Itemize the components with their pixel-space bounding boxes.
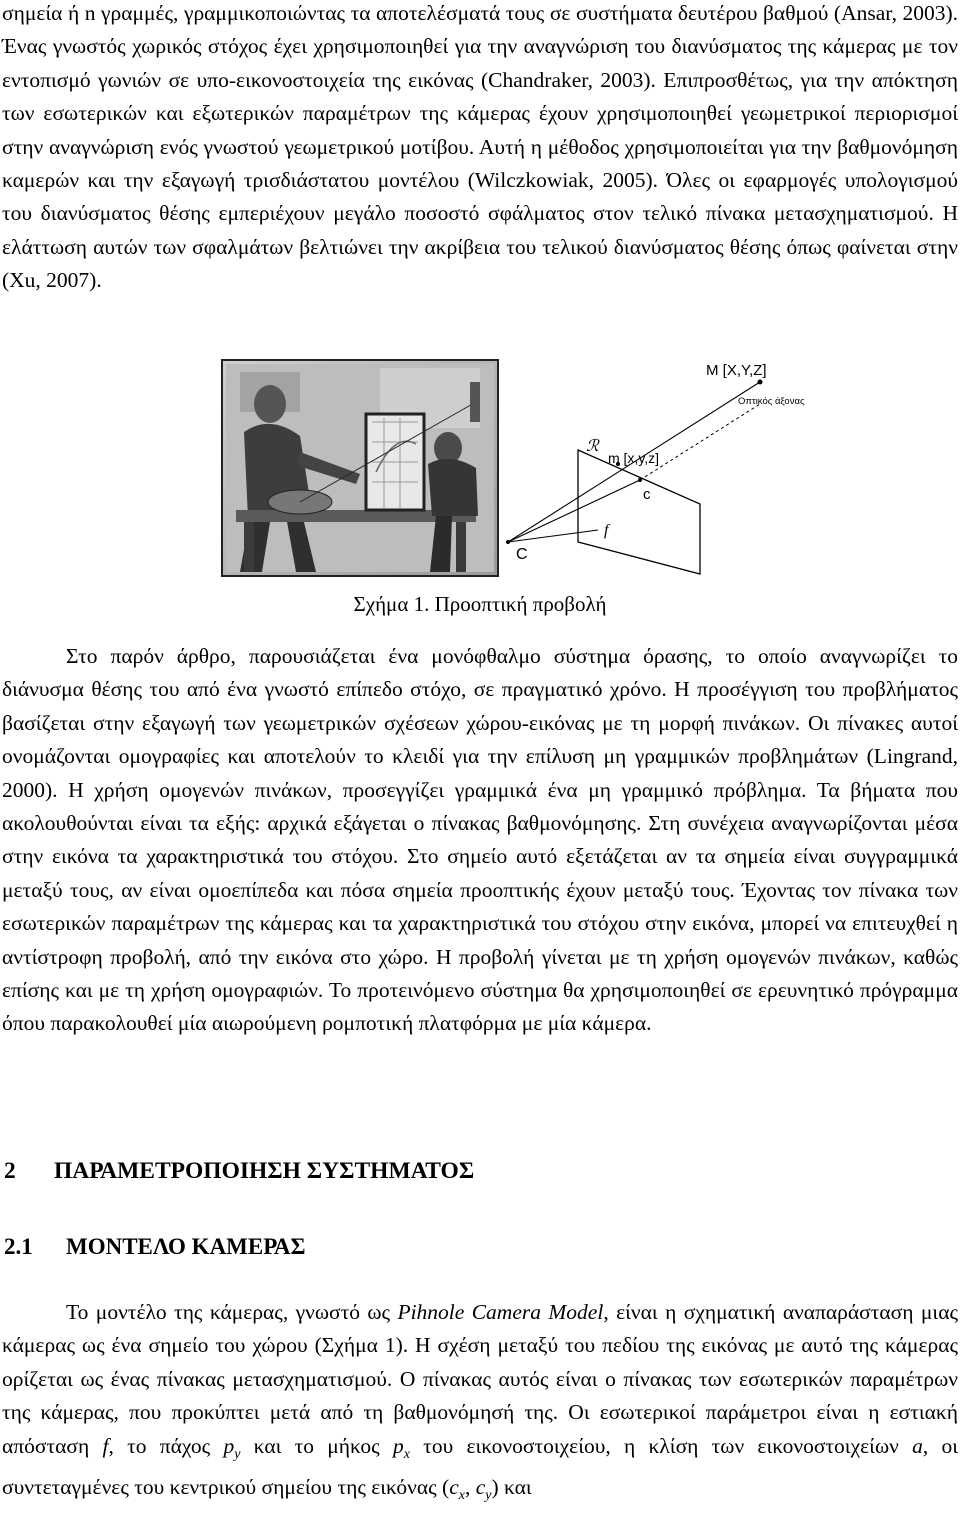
paragraph-camera-model xyxy=(0,1296,960,1512)
section-title: ΠΑΡΑΜΕΤΡΟΠΟΙΗΣΗ ΣΥΣΤΗΜΑΤΟΣ xyxy=(54,1158,475,1184)
subscript-y: y xyxy=(234,1446,241,1462)
text-run: , είναι η σχηματική αναπαράσταση μιας κάμερας ως ένα σημείο του χώρου (Σχήμα 1). Η σχέση μεταξύ του πεδίου της εικόνας με αυτό της κάμερας ορίζεται ως ένας πίνακας μετασχηματισμού. Ο πίνακας αυτός είναι ο πίνακας των εσωτερικών παραμέτρων της κάμερας, που προκύπτει μετά από τη βαθμονόμησή της. Οι εσωτερικοί παράμετροι είναι η εστιακή απόσταση xyxy=(2,1300,958,1458)
subscript-x: x xyxy=(458,1488,465,1504)
section-number: 2 xyxy=(4,1158,16,1184)
text-run: , xyxy=(464,1475,476,1500)
symbol-c: c xyxy=(475,1475,486,1500)
subsection-number: 2.1 xyxy=(4,1234,33,1259)
durer-engraving-image xyxy=(0,352,960,592)
subscript-y: y xyxy=(485,1488,492,1504)
text-run: Το μοντέλο της κάμερας, γνωστό ως xyxy=(66,1300,398,1324)
text-run: ) και xyxy=(491,1475,532,1500)
symbol-p: p xyxy=(223,1433,235,1458)
text-run: , οι συντεταγμένες του κεντρικού σημείου της εικόνας ( xyxy=(2,1433,959,1500)
label-c: c xyxy=(643,486,651,503)
label-f: f xyxy=(604,522,609,539)
optical-axis-dashed xyxy=(640,404,760,480)
figure-1 xyxy=(0,352,960,592)
subscript-x: x xyxy=(403,1446,410,1462)
label-R-plane: ℛ xyxy=(586,438,599,455)
text-run: του εικονοστοιχείου, η κλίση των εικονοστοιχείων xyxy=(409,1433,913,1458)
label-M-coords: M [X,Y,Z] xyxy=(706,362,767,379)
label-m-coords: m [x,y,z] xyxy=(608,450,660,466)
paragraph-intro-continued: σημεία ή n γραμμές, γραμμικοποιώντας τα αποτελέσματά τους σε συστήματα δευτέρου βαθμού (Ansar, 2003). Ένας γνωστός χωρικός στόχος έχει χρησιμοποιηθεί για την αναγνώριση του διανύσματος της κάμερας με τον εντοπισμό γωνιών σε υπο-εικονοστοιχεία της εικόνας (Chandraker, 2003). Επιπροσθέτως, για την απόκτηση των εσωτερικών και εξωτερικών παραμέτρων της κάμερας έχουν χρησιμοποιηθεί γεωμετρικοί περιορισμοί στην αναγνώριση ενός γνωστού γεωμετρικού μοτίβου. Αυτή η μέθοδος χρησιμοποιείται για την βαθμονόμηση καμερών και την εξαγωγή τρισδιάστατου μοντέλου (Wilczkowiak, 2005). Όλες οι εφαρμογές υπολογισμού του διανύσματος θέσης εμπεριέχουν μεγάλο ποσοστό σφάλματος στον τελικό πίνακα μετασχηματισμού. Η ελάττωση αυτών των σφαλμάτων βελτιώνει την ακρίβεια του τελικού διανύσματος θέσης όπως φαίνεται στην (Xu, 2007). xyxy=(2,1,958,293)
engraving-artwork xyxy=(222,360,498,576)
symbol-p: p xyxy=(392,1433,404,1458)
subsection-heading-2-1 xyxy=(4,1234,306,1260)
symbol-c: c xyxy=(449,1475,459,1500)
figure-caption-text: Σχήμα 1. Προοπτική προβολή xyxy=(353,592,607,616)
point-c xyxy=(638,478,642,482)
subsection-title: ΜΟΝΤΕΛΟ ΚΑΜΕΡΑΣ xyxy=(66,1234,306,1259)
point-C xyxy=(506,540,510,544)
paragraph-system-overview-text: Στο παρόν άρθρο, παρουσιάζεται ένα μονόφθαλμο σύστημα όρασης, το οποίο αναγνωρίζει το διάνυσμα θέσης του από ένα γνωστό επίπεδο στόχο, σε πραγματικό χρόνο. Η προσέγγιση του προβλήματος βασίζεται στην εξαγωγή των γεωμετρικών σχέσεων χώρου-εικόνας με τη μορφή πινάκων. Οι πίνακες αυτοί ονομάζονται ομογραφίες και αποτελούν το κλειδί για την επίλυση μη γραμμικών προβλημάτων (Lingrand, 2000). Η χρήση ομογενών πινάκων, προσεγγίζει γραμμικά ένα μη γραμμικό πρόβλημα. Τα βήματα που ακολουθούνται είναι τα εξής: αρχικά εξάγεται ο πίνακας βαθμονόμησης. Στη συνέχεια αναγνωρίζονται μέσα στην εικόνα τα χαρακτηριστικά του στόχου. Στο σημείο αυτό εξετάζεται αν τα σημεία είναι συγγραμμικά μεταξύ τους, αν είναι ομοεπίπεδα και πόσα σημεία προοπτικής έχουν μεταξύ τους. Έχοντας τον πίνακα των εσωτερικών παραμέτρων της κάμερας και τα χαρακτηριστικά του στόχου στην εικόνα, μπορεί να επιτευχθεί η αντίστροφη προβολή, από την εικόνα στο χώρο. Η προβολή γίνεται με τη χρήση ομογενών πινάκων, καθώς επίσης και με τη χρήση ομογραφιών. Το προτεινόμενο σύστημα θα χρησιμοποιηθεί σε ερευνητικό πρόγραμμα όπου παρακολουθεί μία αιωρούμενη ρομποτική πλατφόρμα με μία κάμερα. xyxy=(2,644,958,1036)
paragraph-system-overview xyxy=(0,640,960,1041)
image-plane xyxy=(578,450,700,574)
italic-term: Pihnole Camera Model xyxy=(397,1300,604,1324)
perspective-projection-diagram xyxy=(506,380,763,575)
text-run: , το πάχος xyxy=(108,1433,224,1458)
point-M xyxy=(758,380,763,385)
symbol-f: f xyxy=(102,1433,109,1458)
label-optical-axis: Οπτικός άξονας xyxy=(738,396,805,407)
symbol-a: a xyxy=(912,1433,923,1458)
label-C: C xyxy=(516,546,528,563)
section-heading-2 xyxy=(4,1158,474,1185)
text-run: και το μήκος xyxy=(240,1433,393,1458)
figure-caption xyxy=(0,592,960,617)
